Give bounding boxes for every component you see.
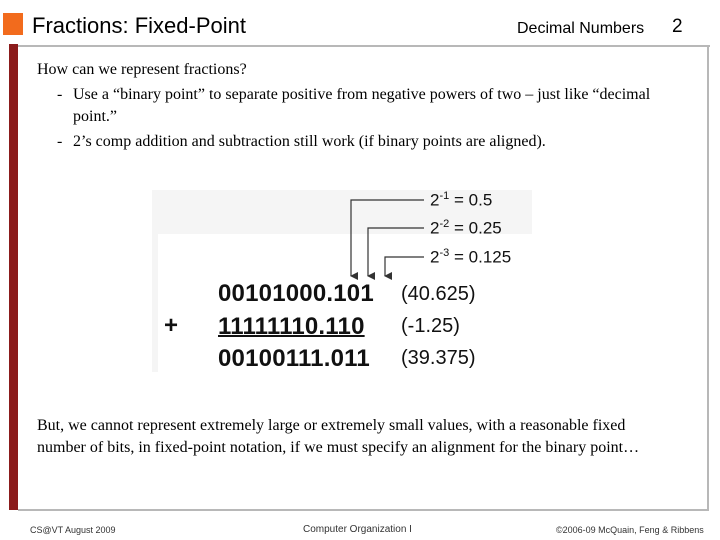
closing-paragraph: But, we cannot represent extremely large or extremely small values, with a reasonable fixed number of bits, in fixed-point notation, if we must specify an alignment for the binary point…: [37, 417, 640, 456]
bullet-binary-point: Use a “binary point” to separate positive from negative powers of two – just like “decimal point.”: [73, 86, 651, 125]
decimal-value-2: (-1.25): [401, 315, 460, 337]
power-label-1: $2^{-1} = 0.5$: [430, 190, 493, 210]
slide-topic: Decimal Numbers: [517, 20, 645, 37]
binary-value-2: 11111110.110: [218, 313, 365, 340]
bullet-dash: -: [57, 86, 63, 103]
bullet-twos-complement: 2’s comp addition and subtraction still work (if binary points are aligned).: [73, 133, 546, 150]
accent-square: [3, 13, 23, 35]
right-divider: [707, 45, 709, 510]
top-divider: [18, 45, 710, 47]
footer-left: CS@VT August 2009: [30, 525, 116, 535]
question-text: How can we represent fractions?: [37, 61, 247, 78]
bullet-dash: -: [57, 133, 63, 150]
page-number: 2: [672, 16, 683, 37]
footer-right: ©2006-09 McQuain, Feng & Ribbens: [556, 525, 704, 535]
left-accent-bar: [9, 44, 18, 510]
fixed-point-figure: [152, 190, 532, 372]
arrow-2-neg1: [351, 200, 424, 276]
power-label-2: $2^{-2} = 0.25$: [430, 218, 502, 238]
arrow-2-neg2: [368, 228, 424, 276]
power-label-3: $2^{-3} = 0.125$: [430, 247, 512, 267]
plus-sign: +: [164, 312, 179, 339]
binary-value-1: 00101000.101: [218, 280, 374, 307]
decimal-value-3: (39.375): [401, 347, 476, 369]
decimal-value-1: (40.625): [401, 283, 476, 305]
arrow-2-neg3: [385, 257, 424, 276]
binary-value-3: 00100111.011: [218, 345, 370, 372]
footer-center: Computer Organization I: [303, 524, 412, 535]
bottom-divider: [18, 509, 709, 511]
slide-title: Fractions: Fixed-Point: [32, 13, 246, 38]
